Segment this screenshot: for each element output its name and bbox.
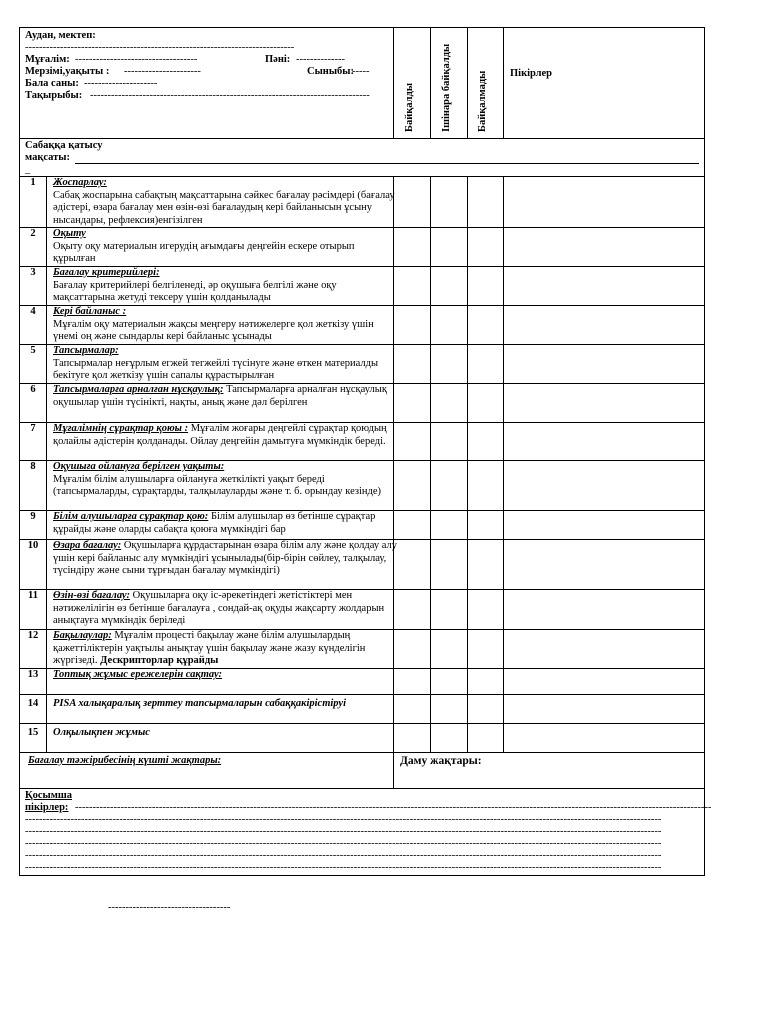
- column-not-observed: Байқалмады: [477, 70, 488, 132]
- item-number: 4: [30, 306, 36, 317]
- subject-label: Пәні:: [265, 54, 291, 65]
- item-number: 9: [30, 511, 36, 522]
- item-criteria: Бағалау критерийлері: Бағалау критерийлері белгіленеді, әр оқушыға белгілі және оқу мақсаттарына жетуді тексеру үшін қолданылады: [53, 267, 337, 304]
- item-number: 14: [27, 698, 39, 709]
- row-divider: [20, 752, 704, 753]
- item-number: 13: [27, 669, 39, 680]
- goal-marker: _: [25, 164, 31, 175]
- item-self-assessment: Өзін-өзі бағалау: Оқушыларға оқу іс-әрекетіндегі жетістіктері мен нәтижелілігін өз бетінше бағалауға , сондай-ақ оқуды жақсарту жолдарын анықтауға мүмкіндік беріледі: [53, 590, 385, 627]
- class-dashes: -----: [352, 66, 370, 77]
- column-divider: [46, 176, 47, 752]
- row-divider: [20, 694, 704, 695]
- class-label: Сыныбы:: [307, 66, 354, 77]
- goal-underline: [75, 163, 699, 164]
- date-label: Мерзімі,уақыты :: [25, 66, 110, 77]
- item-student-questions: Білім алушыларға сұрақтар қою: Білім алушылар өз бетінше сұрақтар құрайды және оларды сабақта қоюға мүмкіндігі бар: [53, 511, 376, 535]
- comment-line: --------------------------------------------------------------------------------------------------------------------------------------------------------------------------------------: [25, 850, 662, 861]
- item-instructions: Тапсырмаларға арналған нұсқаулық: Тапсырмаларға арналған нұсқаулық оқушылар үшін түсінікті, нақты, анық және дәл берілген: [53, 384, 387, 408]
- item-teaching: Оқыту Оқыту оқу материалын игерудің ағымдағы деңгейін ескере отырып құрылған: [53, 228, 355, 265]
- district-dashes: -----------------------------------------------------------------------------: [25, 42, 295, 53]
- item-peer-assessment: Өзара бағалау: Оқушыларға құрдастарынан өзара білім алу және қолдау алу үшін кері байланыс алу мүмкіндігі ұсынылады(бір-бірін сөйлеу, талқылау, түсіндіру және сыни тұрғыдан бағалау мүмкіндігі): [53, 540, 397, 577]
- item-thinking-time: Оқушыға ойлануға берілген уақыты: Мұғалім білім алушыларға ойлануға жеткілікті уақыт береді (тапсырмаларды, сұрақтарды, талқылауларды және т. б. орындау кезінде): [53, 461, 382, 498]
- item-pisa: PISA халықаралық зерттеу тапсырмаларын сабаққакірістіруі: [53, 698, 346, 709]
- additional-label-2: пікірлер:: [25, 802, 69, 813]
- column-divider: [503, 28, 504, 138]
- topic-dashes: --------------------------------------------------------------------------------: [90, 90, 370, 101]
- column-divider: [393, 752, 394, 788]
- observation-sheet: [19, 27, 712, 876]
- additional-label: Қосымша: [25, 790, 72, 801]
- row-divider: [20, 138, 704, 139]
- item-feedback: Кері байланыс : Мұғалім оқу материалын жақсы меңгеру нәтижелерге қол жеткізу үшін үнемі оң және сындарлы кері байланыс ұсынады: [53, 306, 374, 343]
- item-number: 11: [28, 590, 38, 601]
- development-label: Даму жақтары:: [400, 755, 482, 767]
- comment-line: --------------------------------------------------------------------------------------------------------------------------------------------------------------------------------------: [25, 826, 662, 837]
- column-divider: [503, 176, 504, 752]
- item-gaps: Олқылықпен жұмыс: [53, 727, 150, 738]
- row-divider: [20, 723, 704, 724]
- topic-label: Тақырыбы:: [25, 90, 83, 101]
- item-number: 2: [30, 228, 36, 239]
- column-divider: [430, 28, 431, 138]
- item-questioning: Мұғалімнің сұрақтар қоюы : Мұғалім жоғары деңгейлі сұрақтар қоюдың қолайлы әдістерін қолданады. Ойлау деңгейін дамытуға мүмкіндік береді.: [53, 423, 387, 447]
- item-observations: Бақылаулар: Мұғалім процесті бақылау және білім алушылардың қажеттіліктерін уақтылы анықтау үшін бақылау және жазу күнделігін жүргізеді. Дескрипторлар құрайды: [53, 630, 366, 667]
- signature-line: -----------------------------------: [108, 902, 231, 913]
- item-number: 12: [27, 630, 39, 641]
- item-number: 3: [30, 267, 36, 278]
- subject-dashes: --------------: [296, 54, 345, 65]
- item-number: 6: [30, 384, 36, 395]
- item-planning: Жоспарлау: Сабақ жоспарына сабақтың мақсаттарына сәйкес бағалау рәсімдері (бағалау әдістері, өзара бағалау мен өзін-өзі бағалаудың кері байланысын ұсыну нысандары, рефлексия)енгізілген: [53, 177, 395, 226]
- item-number: 15: [27, 727, 39, 738]
- comment-line: --------------------------------------------------------------------------------------------------------------------------------------------------------------------------------------: [25, 838, 662, 849]
- children-label: Бала саны:: [25, 78, 79, 89]
- row-divider: [20, 788, 704, 789]
- district-label: Аудан, мектеп:: [25, 30, 96, 41]
- item-number: 7: [30, 423, 36, 434]
- column-observed: Байқалды: [404, 82, 415, 132]
- teacher-label: Мұғалім:: [25, 54, 70, 65]
- goal-label-2: мақсаты:: [25, 152, 70, 163]
- item-number: 10: [27, 540, 39, 551]
- comment-line: --------------------------------------------------------------------------------------------------------------------------------------------------------------------------------------: [25, 862, 662, 873]
- item-number: 5: [30, 345, 36, 356]
- children-dashes: ---------------------: [84, 78, 158, 89]
- teacher-dashes: -----------------------------------: [75, 54, 198, 65]
- comment-line: --------------------------------------------------------------------------------------------------------------------------------------------------------------------------------------: [25, 814, 662, 825]
- comment-line: --------------------------------------------------------------------------------------------------------------------------------------------------------------------------------------: [75, 802, 712, 813]
- item-tasks: Тапсырмалар: Тапсырмалар неғұрлым егжей тегжейлі түсінуге және өткен материалды бекітуге қол жеткізу үшін сапалы құрастырылған: [53, 345, 379, 382]
- column-divider: [393, 28, 394, 138]
- column-comments: Пікірлер: [510, 68, 553, 79]
- item-number: 1: [30, 177, 36, 188]
- goal-label: Сабаққа қатысу: [25, 140, 103, 151]
- item-number: 8: [30, 461, 36, 472]
- column-partially-observed: Ішінара байқалды: [441, 43, 452, 132]
- column-divider: [430, 176, 431, 752]
- item-group-work: Топтық жұмыс ережелерін сақтау:: [53, 669, 223, 680]
- date-dashes: ----------------------: [124, 66, 201, 77]
- column-divider: [467, 176, 468, 752]
- column-divider: [467, 28, 468, 138]
- strengths-label: Бағалау тәжірибесінің күшті жақтары:: [28, 755, 222, 766]
